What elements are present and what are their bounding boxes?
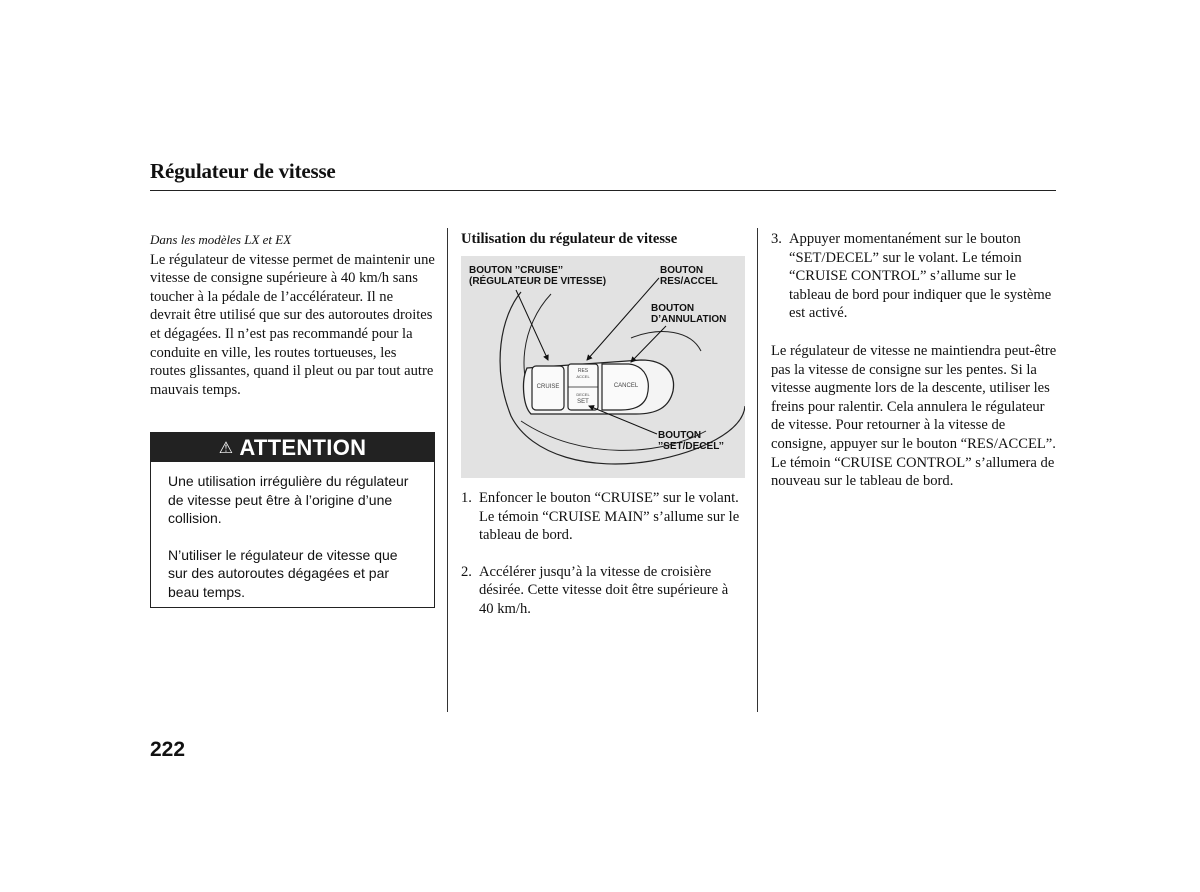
step-number: 2. [461,563,472,580]
label-cruise-button: BOUTON ’’CRUISE’’ (RÉGULATEUR DE VITESSE) [469,265,607,287]
label-cancel-button: BOUTON D’ANNULATION [651,303,727,325]
step-number: 3. [771,231,782,247]
page-number: 222 [150,738,186,761]
res-text: RES [577,368,589,374]
cancel-leader-line [631,326,666,362]
step-text: Appuyer momentanément sur le bouton “SET/DECEL” sur le volant. Le témoin “CRUISE CONTROL” s’allume sur le tableau de bord pour indiquer que le système est activé. [789,231,1052,322]
step-text: Enfoncer le bouton “CRUISE” sur le volant. Le témoin “CRUISE MAIN” s’allume sur le tableau de bord. [479,490,740,544]
step-item [771,230,1057,323]
set-text: SET [577,399,589,405]
slope-note-paragraph: Le régulateur de vitesse ne maintiendra peut-être pas la vitesse de consigne sur les pentes. Si la vitesse augmente lors de la descente, utiliser les freins pour ralentir. Cela annulera le régulateur de vitesse. Pour retourner à la vitesse de consigne, appuyer sur le bouton “RES/ACCEL”. Le témoin “CRUISE CONTROL” s’allumera de nouveau sur le tableau de bord. [771,343,1057,490]
label-res-accel-button: BOUTON RES/ACCEL [660,265,718,287]
step-item [461,563,745,619]
steps-list-1-2 [461,489,745,637]
step-item [461,489,745,545]
steering-wheel-figure [461,256,745,478]
cruise-leader-line [516,290,548,360]
accel-text: ACCEL [576,374,590,379]
warning-triangle-icon: ⚠ [218,439,234,457]
res-leader-line [587,278,659,360]
warning-paragraph-2: N’utiliser le régulateur de vitesse que sur des autoroutes dégagées et par beau temps. [168,546,398,600]
decel-text: DECEL [576,392,590,397]
cancel-text: CANCEL [613,383,639,389]
title-divider [150,190,1056,191]
column-divider-1 [447,228,448,712]
column-divider-2 [757,228,758,712]
cruise-button-text: CRUISE [536,384,560,390]
warning-body [151,462,434,602]
usage-heading: Utilisation du régulateur de vitesse [461,231,678,247]
model-note: Dans les modèles LX et EX [150,232,292,247]
steps-list-3 [771,230,1057,341]
warning-header [151,433,434,462]
step-number: 1. [461,490,472,506]
intro-column [150,231,435,399]
label-set-decel-button: BOUTON ’’SET/DECEL’’ [658,430,724,452]
warning-heading: ATTENTION [239,434,367,460]
warning-box [150,432,435,608]
warning-paragraph-1: Une utilisation irrégulière du régulateur de vitesse peut être à l’origine d’une collision. [168,473,409,527]
step-text: Accélérer jusqu’à la vitesse de croisière désirée. Cette vitesse doit être supérieure à 40 km/h. [479,563,729,617]
intro-paragraph: Le régulateur de vitesse permet de maintenir une vitesse de consigne supérieure à 40 km/h sans toucher à la pédale de l’accélérateur. Il ne devrait être utilisé que sur des autoroutes droites et dégagées. Il n’est pas recommandé pour la conduite en ville, les routes tortueuses, les routes glissantes, quand il pleut ou par tout autre mauvais temps. [150,251,435,398]
page-title: Régulateur de vitesse [150,159,336,183]
